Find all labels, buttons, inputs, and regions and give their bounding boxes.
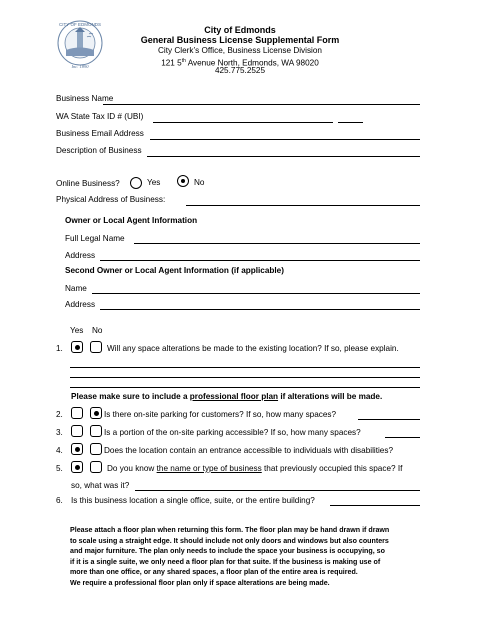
q3-text: Is a portion of the on-site parking accessible? If so, how many spaces? xyxy=(104,428,361,437)
email-label: Business Email Address xyxy=(56,129,144,138)
q2-number: 2. xyxy=(56,410,63,419)
q3-number: 3. xyxy=(56,428,63,437)
q5-no-checkbox[interactable] xyxy=(90,461,102,473)
wa-tax-id-label: WA State Tax ID # (UBI) xyxy=(56,112,144,121)
q1-yes-checkbox[interactable] xyxy=(71,341,83,353)
second-owner-address-field[interactable] xyxy=(100,309,420,310)
owner-address-label: Address xyxy=(65,251,96,260)
q3-answer-field[interactable] xyxy=(385,437,420,438)
wa-tax-id-field[interactable] xyxy=(153,122,333,123)
online-yes-radio[interactable] xyxy=(130,177,142,189)
owner-address-field[interactable] xyxy=(100,260,420,261)
business-name-label: Business Name xyxy=(56,94,114,103)
q3-no-checkbox[interactable] xyxy=(90,425,102,437)
q1-text: Will any space alterations be made to the existing location? If so, please explain. xyxy=(107,344,399,353)
q5-text: Do you know the name or type of business that previously occupied this space? If xyxy=(107,464,403,473)
full-legal-name-field[interactable] xyxy=(134,243,420,244)
q2-text: Is there on-site parking for customers? If so, how many spaces? xyxy=(104,410,337,419)
q6-number: 6. xyxy=(56,496,63,505)
online-no-radio[interactable] xyxy=(177,175,189,187)
second-owner-name-field[interactable] xyxy=(92,293,420,294)
email-field[interactable] xyxy=(150,139,420,140)
q1-no-checkbox[interactable] xyxy=(90,341,102,353)
physical-address-field[interactable] xyxy=(186,205,420,206)
q4-text: Does the location contain an entrance accessible to individuals with disabilities? xyxy=(104,446,394,455)
floor-plan-note-line-6: We require a professional floor plan only if space alterations are being made. xyxy=(70,578,330,587)
second-owner-heading: Second Owner or Local Agent Information (if applicable) xyxy=(65,266,284,275)
office-address: 121 5th Avenue North, Edmonds, WA 98020 xyxy=(161,57,319,68)
floor-plan-note-line-2: to scale using a straight edge. It should include not only doors and windows but also counters xyxy=(70,536,389,545)
office-name: City Clerk’s Office, Business License Division xyxy=(158,45,322,55)
q3-yes-checkbox[interactable] xyxy=(71,425,83,437)
second-owner-address-label: Address xyxy=(65,300,96,309)
q4-number: 4. xyxy=(56,446,63,455)
q6-answer-field[interactable] xyxy=(330,505,420,506)
floor-plan-notice: Please make sure to include a professional floor plan if alterations will be made. xyxy=(71,392,383,401)
second-owner-name-label: Name xyxy=(65,284,87,293)
description-field[interactable] xyxy=(147,156,420,157)
q5-yes-checkbox[interactable] xyxy=(71,461,83,473)
q2-answer-field[interactable] xyxy=(358,419,420,420)
physical-address-label: Physical Address of Business: xyxy=(56,195,166,204)
q1-answer-line-1[interactable] xyxy=(70,367,420,368)
q4-no-checkbox[interactable] xyxy=(90,443,102,455)
q2-yes-checkbox[interactable] xyxy=(71,407,83,419)
floor-plan-note-line-3: and major furniture. The plan only needs to include the space your business is occupying, so xyxy=(70,547,385,555)
q1-number: 1. xyxy=(56,344,63,353)
floor-plan-note-line-5: more than one office, or any shared spaces, a floor plan of the entire area is required. xyxy=(70,568,358,576)
q1-answer-line-2[interactable] xyxy=(70,377,420,378)
q5-text-continued: so, what was it? xyxy=(71,481,130,490)
form-subtitle: General Business License Supplemental Form xyxy=(140,35,340,45)
description-label: Description of Business xyxy=(56,146,142,155)
online-yes-label: Yes xyxy=(147,178,161,187)
floor-plan-note-line-1: Please attach a floor plan when returning this form. The floor plan may be hand drawn if drawn xyxy=(70,526,390,534)
full-legal-name-label: Full Legal Name xyxy=(65,234,125,243)
business-name-field[interactable] xyxy=(103,104,420,105)
floor-plan-note-line-4: if it is a single suite, we only need a floor plan for that suite. If the business is making use of xyxy=(70,557,381,566)
online-no-label: No xyxy=(194,178,205,187)
q6-text: Is this business location a single office, suite, or the entire building? xyxy=(71,496,315,505)
page-title: City of Edmonds xyxy=(204,25,276,35)
q2-no-checkbox[interactable] xyxy=(90,407,102,419)
office-phone: 425.775.2525 xyxy=(214,66,266,75)
q5-answer-field[interactable] xyxy=(135,490,420,491)
q5-number: 5. xyxy=(56,464,63,473)
wa-tax-id-suffix-field[interactable] xyxy=(338,122,363,123)
q4-yes-checkbox[interactable] xyxy=(71,443,83,455)
q1-answer-line-3[interactable] xyxy=(70,387,420,388)
online-business-label: Online Business? xyxy=(56,179,120,188)
no-column-label: No xyxy=(92,326,103,335)
owner-heading: Owner or Local Agent Information xyxy=(65,216,198,225)
yes-column-label: Yes xyxy=(70,326,84,335)
svg-text:Inc. 1890: Inc. 1890 xyxy=(71,64,89,69)
svg-text:CITY OF EDMONDS: CITY OF EDMONDS xyxy=(59,22,101,27)
